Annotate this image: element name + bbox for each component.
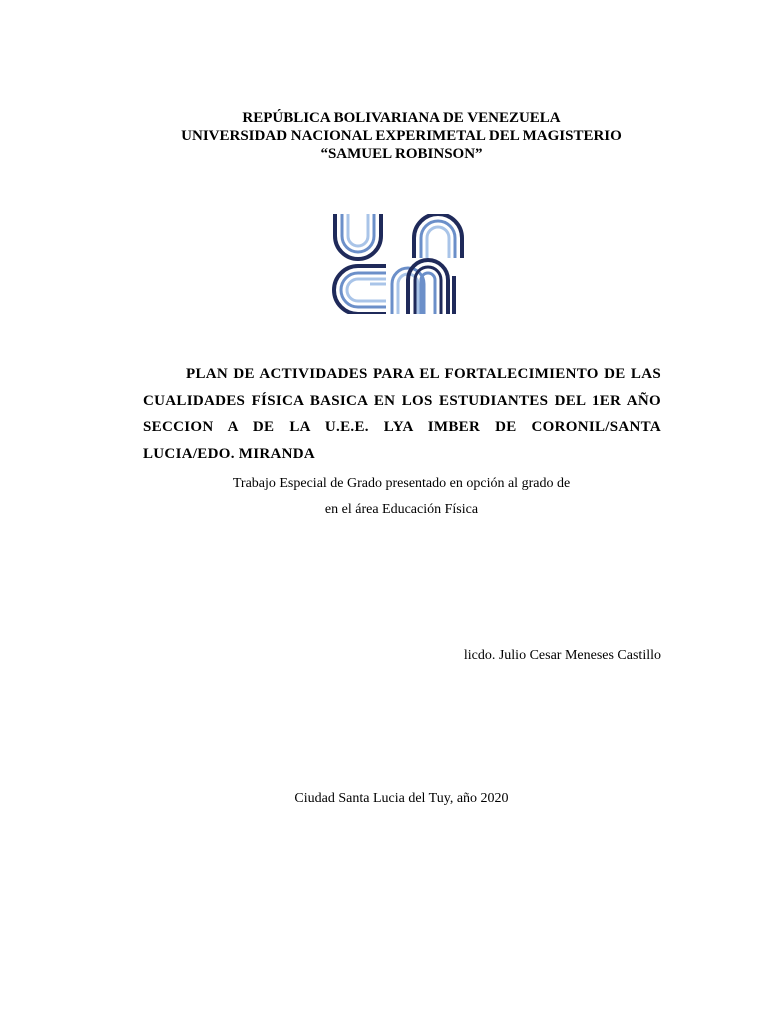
header-university: UNIVERSIDAD NACIONAL EXPERIMETAL DEL MAGISTERIO bbox=[181, 128, 622, 144]
degree-line-2: en el área Educación Física bbox=[324, 502, 479, 517]
header-country: REPÚBLICA BOLIVARIANA DE VENEZUELA bbox=[242, 110, 561, 126]
logo-letter-e bbox=[334, 266, 386, 314]
place-and-date: Ciudad Santa Lucia del Tuy, año 2020 bbox=[294, 791, 509, 806]
logo-letter-u bbox=[335, 214, 381, 259]
degree-statement bbox=[0, 471, 768, 523]
institution-header bbox=[0, 109, 768, 163]
logo-letter-n bbox=[414, 214, 462, 258]
unem-logo bbox=[330, 214, 472, 314]
logo-letter-m bbox=[392, 260, 454, 314]
author-name: licdo. Julio Cesar Meneses Castillo bbox=[463, 648, 661, 663]
degree-line-1: Trabajo Especial de Grado presentado en opción al grado de bbox=[232, 476, 571, 491]
thesis-title: PLAN DE ACTIVIDADES PARA EL FORTALECIMIENTO DE LAS CUALIDADES FÍSICA BASICA EN LOS ESTUDIANTES DEL 1ER AÑO SECCION A DE LA U.E.E. LYA IMBER DE CORONIL/SANTA LUCIA/EDO. MIRANDA bbox=[143, 366, 661, 463]
header-university-name: “SAMUEL ROBINSON” bbox=[320, 146, 483, 162]
